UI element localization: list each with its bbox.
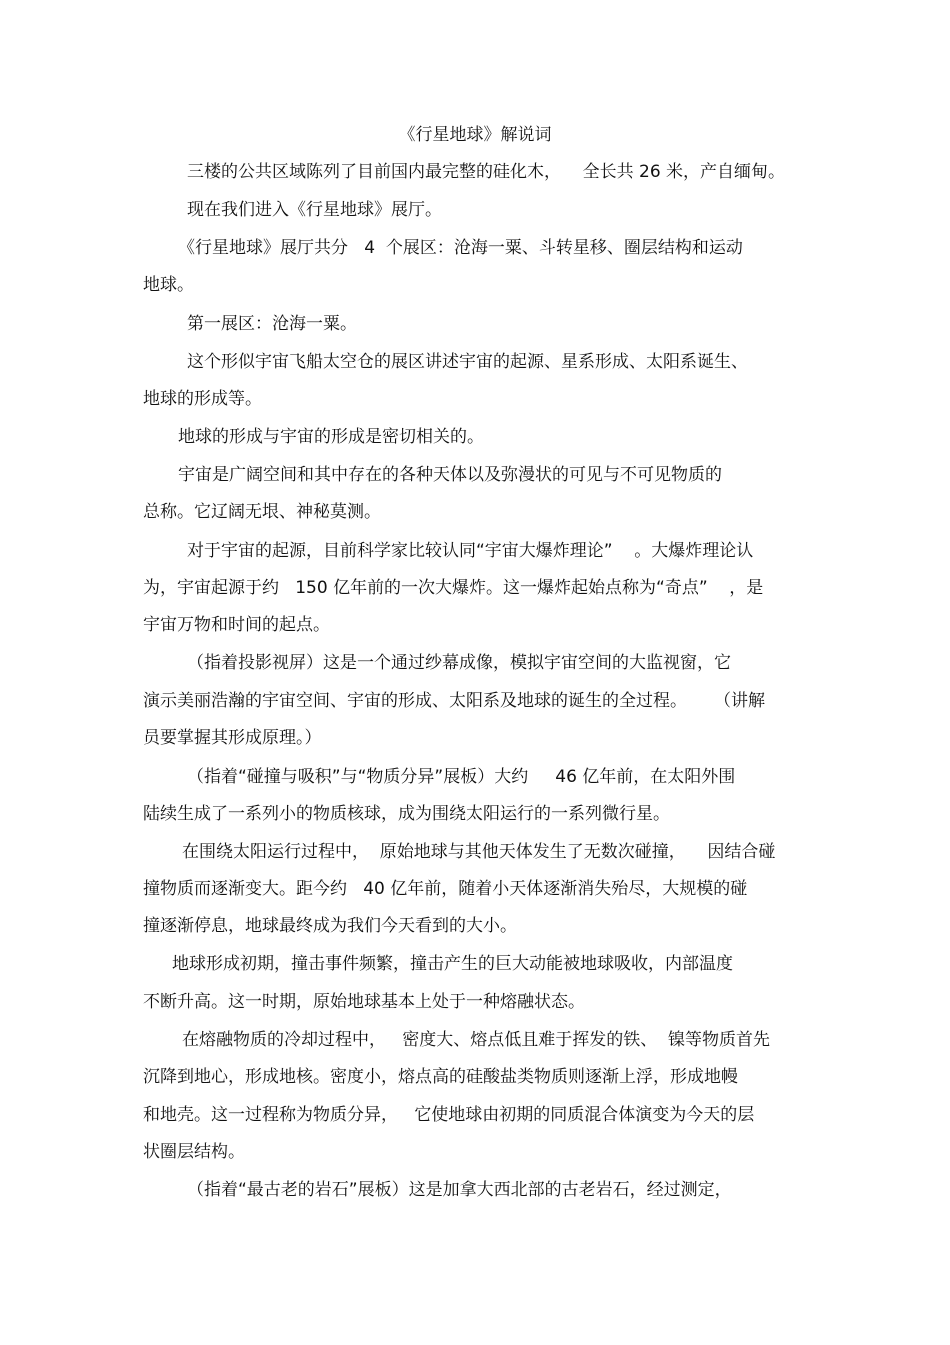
paragraph-line: 第一展区：沧海一粟。 bbox=[187, 314, 357, 334]
paragraph-line: 状圈层结构。 bbox=[143, 1142, 245, 1162]
paragraph-line: 和地壳。这一过程称为物质分异， 它使地球由初期的同质混合体演变为今天的层 bbox=[143, 1105, 755, 1125]
paragraph-line: 地球的形成与宇宙的形成是密切相关的。 bbox=[178, 427, 484, 447]
paragraph-line: 对于宇宙的起源，目前科学家比较认同“宇宙大爆炸理论” 。大爆炸理论认 bbox=[187, 541, 754, 561]
paragraph-line: 三楼的公共区域陈列了目前国内最完整的硅化木， 全长共 26 米，产自缅甸。 bbox=[187, 162, 786, 182]
paragraph-line: 《行星地球》展厅共分 4 个展区：沧海一粟、斗转星移、圈层结构和运动 bbox=[178, 238, 743, 258]
paragraph-line: 这个形似宇宙飞船太空仓的展区讲述宇宙的起源、星系形成、太阳系诞生、 bbox=[187, 352, 748, 372]
paragraph-line: 总称。它辽阔无垠、神秘莫测。 bbox=[143, 502, 381, 522]
paragraph-line: 地球形成初期，撞击事件频繁，撞击产生的巨大动能被地球吸收，内部温度 bbox=[172, 954, 733, 974]
paragraph-line: 撞物质而逐渐变大。距今约 40 亿年前，随着小天体逐渐消失殆尽，大规模的碰 bbox=[143, 879, 748, 899]
paragraph-line: 宇宙是广阔空间和其中存在的各种天体以及弥漫状的可见与不可见物质的 bbox=[178, 465, 722, 485]
paragraph-line: 不断升高。这一时期，原始地球基本上处于一种熔融状态。 bbox=[143, 992, 585, 1012]
paragraph-line: 演示美丽浩瀚的宇宙空间、宇宙的形成、太阳系及地球的诞生的全过程。 （讲解 bbox=[143, 691, 766, 711]
paragraph-line: 为，宇宙起源于约 150 亿年前的一次大爆炸。这一爆炸起始点称为“奇点” ，是 bbox=[143, 578, 764, 598]
paragraph-line: 在围绕太阳运行过程中， 原始地球与其他天体发生了无数次碰撞， 因结合碰 bbox=[182, 842, 776, 862]
paragraph-line: 撞逐渐停息，地球最终成为我们今天看到的大小。 bbox=[143, 916, 517, 936]
paragraph-line: 地球的形成等。 bbox=[143, 389, 262, 409]
paragraph-line: （指着“碰撞与吸积”与“物质分异”展板）大约 46 亿年前，在太阳外围 bbox=[187, 767, 736, 787]
paragraph-line: 现在我们进入《行星地球》展厅。 bbox=[187, 200, 442, 220]
paragraph-line: 员要掌握其形成原理。） bbox=[143, 728, 322, 748]
paragraph-line: 地球。 bbox=[143, 275, 194, 295]
paragraph-line: （指着投影视屏）这是一个通过纱幕成像，模拟宇宙空间的大监视窗，它 bbox=[187, 653, 731, 673]
paragraph-line: 在熔融物质的冷却过程中， 密度大、熔点低且难于挥发的铁、 镍等物质首先 bbox=[182, 1030, 771, 1050]
paragraph-line: 沉降到地心，形成地核。密度小，熔点高的硅酸盐类物质则逐渐上浮，形成地幔 bbox=[143, 1067, 738, 1087]
paragraph-line: 陆续生成了一系列小的物质核球，成为围绕太阳运行的一系列微行星。 bbox=[143, 804, 670, 824]
document-title: 《行星地球》解说词 bbox=[398, 125, 552, 145]
paragraph-line: 宇宙万物和时间的起点。 bbox=[143, 615, 330, 635]
paragraph-line: （指着“最古老的岩石”展板）这是加拿大西北部的古老岩石，经过测定， bbox=[187, 1180, 732, 1200]
